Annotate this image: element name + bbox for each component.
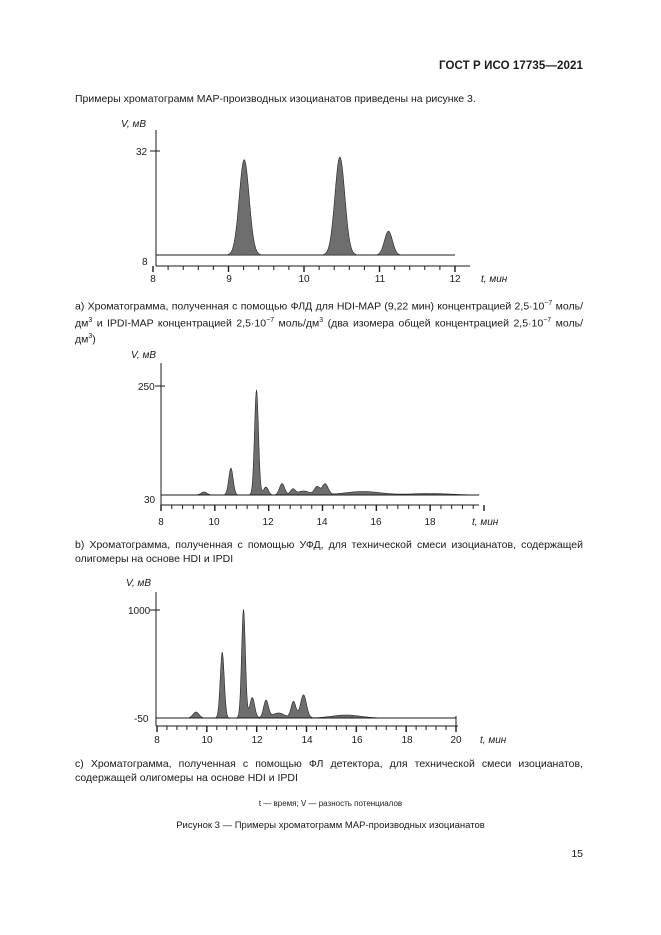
chart-a-peak — [224, 160, 264, 255]
chart-b-y-tick-label: 30 — [144, 495, 156, 506]
chart-b-y-tick-label: 250 — [138, 382, 155, 393]
caption-a-text: моль/дм — [75, 317, 583, 346]
caption-b: b) Хроматограмма, полученная с помощью УФД, для технической смеси изоцианатов, содержащей олигомеры на основе HDI и IPDI — [75, 539, 583, 565]
chart-a-x-tick-label: 9 — [226, 274, 232, 285]
chart-a-x-tick-label: 11 — [374, 274, 386, 285]
chart-c-x-ticks — [157, 726, 456, 732]
chart-a-peak — [320, 157, 360, 255]
chart-b-y-label: V, мВ — [131, 350, 157, 361]
chart-b-x-tick-label: 12 — [262, 517, 274, 528]
chart-c-x-tick-label: 12 — [251, 735, 263, 746]
chromatogram-b — [0, 345, 661, 530]
chart-b-x-ticks — [161, 505, 484, 511]
chart-c-trace — [156, 609, 456, 718]
chart-c-x-tick-label: 14 — [301, 735, 313, 746]
chromatogram-a — [0, 110, 661, 290]
chromatogram-c — [0, 570, 661, 752]
caption-a-text: ) — [92, 333, 96, 346]
chart-c-y-tick-label: -50 — [134, 714, 149, 725]
chart-c-x-tick-label: 10 — [201, 735, 213, 746]
chart-a-y-tick-label: 32 — [136, 147, 148, 158]
chart-a-peak — [372, 231, 404, 255]
caption-a-exponent: 3 — [88, 333, 93, 340]
caption-a-text: а) Хроматограмма, полученная с помощью ФЛД для HDI-MAP (9,22 мин) концентрацией 2,5·10 — [75, 300, 545, 313]
caption-a-exponent: 3 — [319, 316, 324, 324]
caption-c: с) Хроматограмма, полученная с помощью ФЛ детектора, для технической смеси изоцианатов, содержащей олигомеры на основе HDI и IPDI — [75, 758, 583, 784]
chart-a-x-label: t, мин — [481, 274, 508, 285]
chart-a-x-tick-label: 8 — [150, 274, 156, 285]
caption-a-text: (два изомера общей концентрацией 2,5·10 — [323, 317, 544, 329]
chart-c-x-tick-label: 20 — [450, 735, 462, 746]
caption-a-exponent: −7 — [544, 300, 553, 307]
chart-c-x-tick-label: 16 — [351, 735, 363, 746]
caption-a-text: моль/дм — [75, 300, 583, 329]
chart-b-trace — [161, 390, 479, 495]
intro-text: Примеры хроматограмм МАР-производных изоцианатов приведены на рисунке 3. — [75, 93, 476, 105]
chart-b-x-tick-label: 8 — [158, 517, 164, 528]
chart-b-x-label: t, мин — [472, 517, 499, 528]
chart-c-y-label: V, мВ — [126, 578, 152, 589]
chart-c-y-tick-label: 1000 — [128, 606, 151, 617]
chart-c-x-tick-label: 8 — [154, 735, 160, 746]
chart-b-x-tick-label: 10 — [208, 517, 220, 528]
chart-a-x-ticks — [153, 266, 455, 272]
chart-a-x-tick-label: 10 — [298, 274, 310, 285]
caption-a-text: моль/дм — [274, 317, 320, 329]
page-number: 15 — [571, 848, 583, 860]
chart-c-x-tick-label: 18 — [401, 735, 413, 746]
chart-a-y-tick-label: 8 — [142, 257, 148, 268]
caption-a — [75, 297, 583, 347]
caption-a-exponent: 3 — [88, 316, 93, 324]
caption-a-exponent: −7 — [543, 316, 552, 324]
figure-caption: Рисунок 3 — Примеры хроматограмм МАР-производных изоцианатов — [176, 820, 485, 831]
chart-b-x-tick-label: 16 — [370, 517, 382, 528]
figure-legend: t — время; V — разность потенциалов — [258, 799, 403, 808]
chart-b-x-tick-label: 18 — [424, 517, 436, 528]
caption-a-exponent: −7 — [266, 316, 275, 324]
chart-b-x-tick-label: 14 — [316, 517, 328, 528]
standard-header: ГОСТ Р ИСО 17735—2021 — [438, 60, 583, 72]
caption-a-text: и IPDI-MAP концентрацией 2,5·10 — [92, 317, 267, 329]
chart-a-y-label: V, мВ — [121, 119, 147, 130]
chart-a-x-tick-label: 12 — [449, 274, 461, 285]
chart-c-x-label: t, мин — [480, 735, 507, 746]
